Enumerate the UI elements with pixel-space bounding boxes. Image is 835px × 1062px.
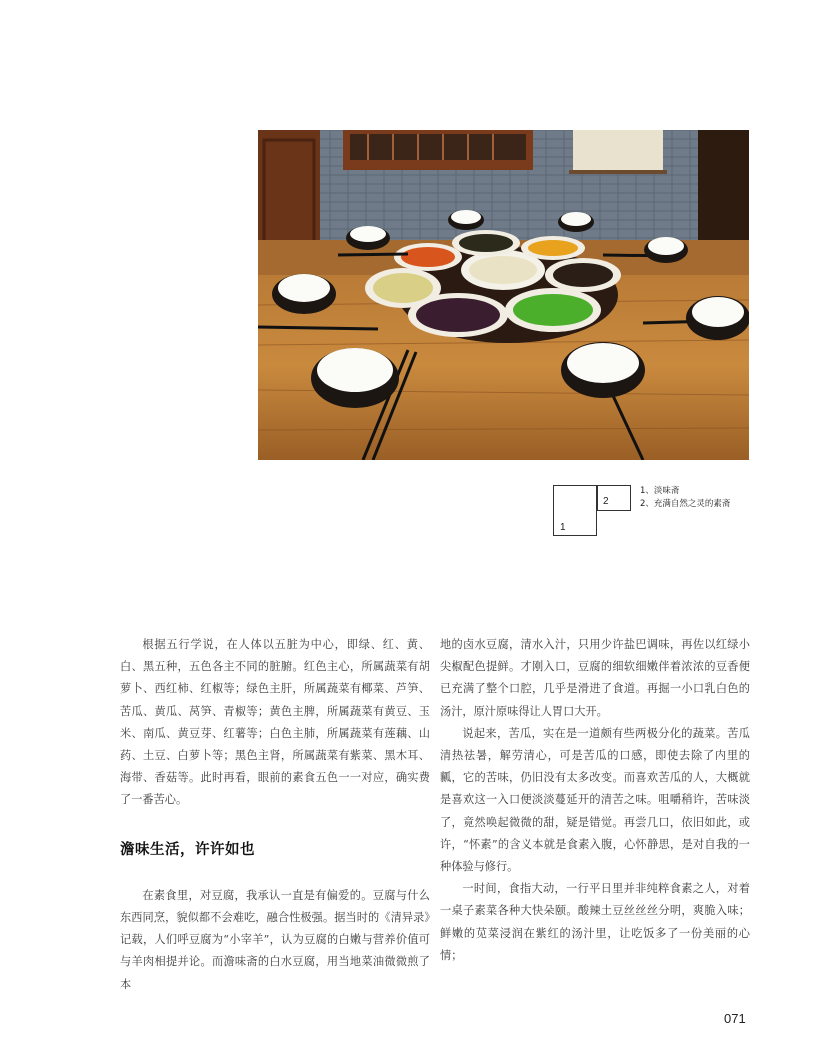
figure-captions xyxy=(640,485,730,511)
figure-index-box-2 xyxy=(597,485,631,511)
paragraph-tofu-continued: 地的卤水豆腐，清水入汁，只用少许盐巴调味，再佐以红绿小尖椒配色提鲜。才刚入口，豆腐的细软细嫩伴着浓浓的豆香便已充满了整个口腔，几乎是滑进了食道。再掘一小口乳白色的汤汁，原汁原味得让人胃口大开。 xyxy=(440,638,750,718)
table-photo-graphic xyxy=(258,130,749,460)
caption-1: 1、淡味斋 xyxy=(640,486,680,496)
caption-2: 2、充满自然之灵的素斋 xyxy=(640,499,731,509)
figure-index-number-1: 1 xyxy=(560,522,566,533)
page-number: 071 xyxy=(724,1011,746,1026)
table-photo xyxy=(258,130,749,460)
paragraph-tofu: 在素食里，对豆腐，我承认一直是有偏爱的。豆腐与什么东西同烹，貌似都不会难吃，融合性极强。据当时的《清异录》记载，人们呼豆腐为“小宰羊”，认为豆腐的白嫩与营养价值可与羊肉相提并论。而澹味斋的白水豆腐，用当地菜油微微煎了本 xyxy=(120,888,430,991)
paragraph-feast: 一时间，食指大动，一行平日里并非纯粹食素之人，对着一桌子素菜各种大快朵颐。酸辣土豆丝丝丝分明，爽脆入味；鲜嫩的苋菜浸润在紫红的汤汁里，让吃饭多了一份美丽的心情； xyxy=(440,882,750,962)
figure-index-number-2: 2 xyxy=(603,496,609,507)
article-column-left xyxy=(120,634,430,996)
figure-index-box-1 xyxy=(553,485,597,536)
paragraph-five-colors: 根据五行学说，在人体以五脏为中心，即绿、红、黄、白、黑五种，五色各主不同的脏腑。红色主心，所属蔬菜有胡萝卜、西红柿、红椒等；绿色主肝，所属蔬菜有椰菜、芦笋、苦瓜、黄瓜、莴笋、青椒等；黄色主脾，所属蔬菜有黄豆、玉米、南瓜、黄豆芽、红薯等；白色主肺，所属蔬菜有莲藕、山药、土豆、白萝卜等；黑色主肾，所属蔬菜有紫菜、黑木耳、海带、香菇等。此时再看，眼前的素食五色一一对应，确实费了一番苦心。 xyxy=(120,638,430,807)
section-heading: 澹味生活，许许如也 xyxy=(120,841,255,858)
paragraph-bitter-melon: 说起来，苦瓜，实在是一道颇有些两极分化的蔬菜。苦瓜清热祛暑，解劳清心，可是苦瓜的口感，即使去除了内里的瓤，它的苦味，仍旧没有太多改变。而喜欢苦瓜的人，大概就是喜欢这一入口便淡淡蔓延开的清苦之味。咀嚼稍许，苦味淡了，竟然唤起微微的甜，疑是错觉。再尝几口，依旧如此，或许，“怀素”的含义本就是食素入腹，心怀静思，是对自我的一种体验与修行。 xyxy=(440,726,750,874)
article-column-right xyxy=(440,634,750,967)
